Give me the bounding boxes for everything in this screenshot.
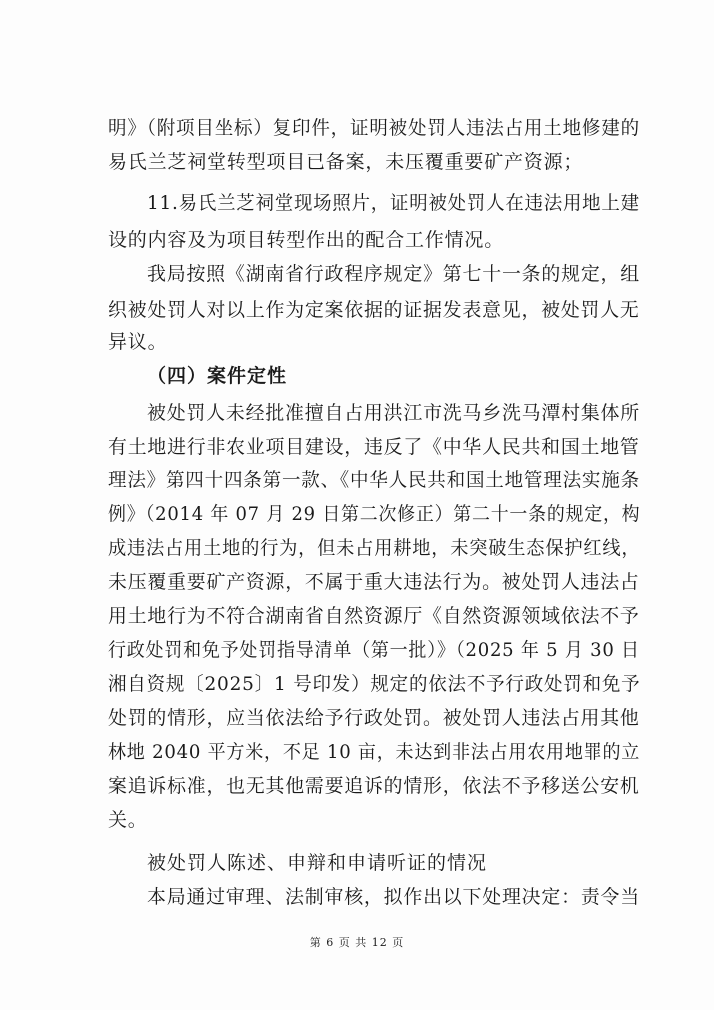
paragraph-start: 被处罚人未经批准擅自占用洪江市洗马乡洗马潭村集体所 [147, 402, 641, 424]
body-text-line: 异议。 [108, 331, 168, 353]
body-text-line: 处罚的情形，应当依法给予行政处罚。被处罚人违法占用其他 [108, 707, 640, 729]
paragraph-start: 本局通过审理、法制审核，拟作出以下处理决定：责令当 [147, 886, 641, 908]
body-text-line: 案追诉标准，也无其他需要追诉的情形，依法不予移送公安机 [108, 775, 640, 797]
paragraph-start: 我局按照《湖南省行政程序规定》第七十一条的规定，组 [147, 263, 641, 285]
body-text-line: 织被处罚人对以上作为定案依据的证据发表意见，被处罚人无 [108, 299, 640, 321]
body-text-line: 明》（附项目坐标）复印件，证明被处罚人违法占用土地修建的 [108, 117, 640, 139]
body-text-line: 关。 [108, 809, 148, 831]
body-text-line: 用土地行为不符合湖南省自然资源厅《自然资源领域依法不予 [108, 605, 640, 627]
body-text-line: 设的内容及为项目转型作出的配合工作情况。 [108, 229, 505, 251]
body-text-line: 理法》第四十四条第一款、《中华人民共和国土地管理法实施条 [108, 469, 640, 491]
body-text-line: 湘自资规〔2025〕1 号印发）规定的依法不予行政处罚和免予 [108, 673, 641, 695]
body-text-line: 林地 2040 平方米，不足 10 亩，未达到非法占用农用地罪的立 [108, 741, 641, 763]
body-text-line: 未压覆重要矿产资源，不属于重大违法行为。被处罚人违法占 [108, 571, 640, 593]
page-number-footer: 第 6 页 共 12 页 [309, 936, 405, 949]
evidence-item-11: 11.易氏兰芝祠堂现场照片，证明被处罚人在违法用地上建 [147, 192, 640, 214]
body-text-line: 易氏兰芝祠堂转型项目已备案，未压覆重要矿产资源； [108, 151, 584, 173]
body-text-line: 有土地进行非农业项目建设，违反了《中华人民共和国土地管 [108, 436, 640, 458]
body-text-line: 例》（2014 年 07 月 29 日第二次修正）第二十一条的规定，构 [108, 503, 641, 525]
body-text-line: 成违法占用土地的行为，但未占用耕地，未突破生态保护红线， [108, 537, 641, 559]
body-text-line: 行政处罚和免予处罚指导清单（第一批）》（2025 年 5 月 30 日 [108, 639, 640, 661]
section-heading-statements: 被处罚人陈述、申辩和申请听证的情况 [147, 852, 488, 874]
section-heading-case-nature: （四）案件定性 [147, 365, 288, 387]
